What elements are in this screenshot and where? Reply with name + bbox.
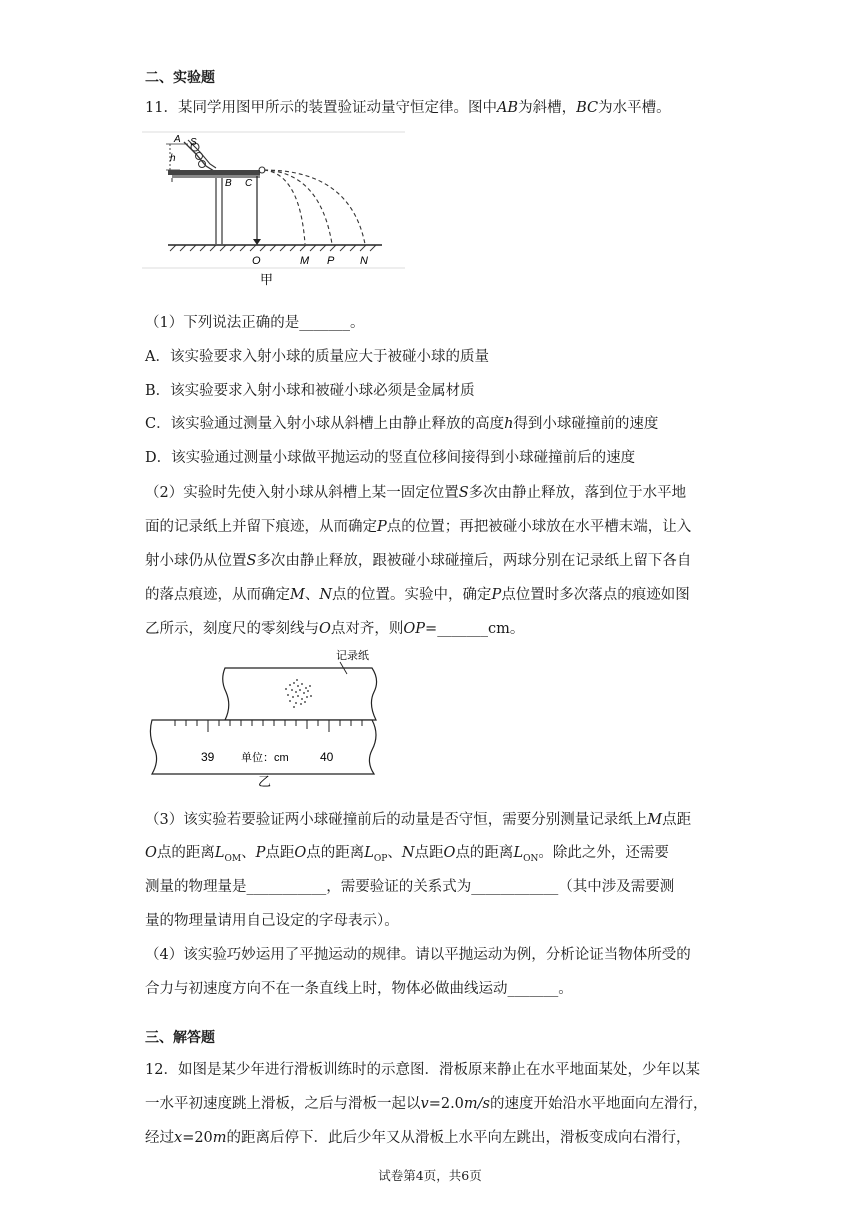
text: 的距离后停下．此后少年又从滑板上水平向左跳出，滑板变成向右滑行， — [226, 1130, 691, 1146]
symbol-bc: BC — [576, 100, 599, 116]
question-11-part-4-line-1: （4）该实验巧妙运用了平抛运动的规律。请以平抛运动为例，分析论证当物体所受的 — [145, 947, 691, 963]
label-c: C — [245, 178, 253, 189]
text: 一水平初速度跳上滑板，之后与滑板一起以 — [145, 1096, 421, 1112]
symbol-p: P — [377, 519, 387, 535]
option-c-text: C．该实验通过测量入射小球从斜槽上由静止释放的高度 — [145, 416, 505, 432]
subscript-on: ON — [523, 853, 539, 864]
label-s: S — [190, 137, 197, 148]
symbol-p: P — [255, 845, 266, 861]
text: 多次由静止释放，落到位于水平地 — [468, 485, 687, 501]
symbol-s: S — [458, 485, 469, 501]
option-c-text: 得到小球碰撞前的速度 — [513, 416, 659, 432]
option-c — [145, 412, 658, 433]
question-11-part-3-line-1 — [145, 808, 691, 829]
option-d: D．该实验通过测量小球做平抛运动的竖直位移间接得到小球碰撞前后的速度 — [145, 450, 636, 466]
symbol-l: L — [513, 845, 524, 861]
text: 点的位置；再把被碰小球放在水平槽末端，让入 — [386, 519, 692, 535]
question-11-part-3-line-3: 测量的物理量是___________，需要验证的关系式为____________（其中涉及需要测 — [145, 879, 675, 895]
symbol-s: S — [246, 553, 257, 569]
figure-caption-yi: 乙 — [258, 774, 272, 789]
symbol-m: M — [647, 812, 663, 828]
question-12-line-3 — [145, 1126, 691, 1147]
question-11-part-3-line-4: 量的物理量请用自己设定的字母表示）。 — [145, 913, 399, 929]
symbol-x: x — [174, 1130, 183, 1146]
text: 点对齐，则 — [330, 621, 404, 637]
stem-text: 为斜槽， — [518, 100, 577, 116]
text: （3）该实验若要验证两小球碰撞前后的动量是否守恒，需要分别测量记录纸上 — [145, 812, 648, 828]
question-11-part-2-line-1 — [145, 481, 686, 502]
symbol-o: O — [145, 845, 157, 861]
text: 的速度开始沿水平地面向左滑行， — [490, 1096, 708, 1112]
question-11-part-2-line-3 — [145, 549, 691, 570]
symbol-h: h — [504, 416, 514, 432]
section-heading-experiment: 二、实验题 — [145, 70, 215, 86]
symbol-ab: AB — [496, 100, 519, 116]
symbol-o: O — [294, 845, 307, 861]
text: 。除此之外，还需要 — [538, 845, 669, 861]
symbol-n: N — [319, 587, 333, 603]
text: 射小球仍从位置 — [145, 553, 247, 569]
symbol-o: O — [319, 621, 331, 637]
text: 多次由静止释放，跟被碰小球碰撞后，两球分别在记录纸上留下各自 — [256, 553, 692, 569]
stem-text: 11．某同学用图甲所示的装置验证动量守恒定律。图中 — [145, 100, 497, 116]
text: 点距 — [414, 845, 444, 861]
ruler-tick-39: 39 — [201, 750, 215, 764]
question-12-line-1: 12．如图是某少年进行滑板训练时的示意图．滑板原来静止在水平地面某处，少年以某 — [145, 1062, 700, 1078]
symbol-v: v — [420, 1096, 429, 1112]
label-b: B — [225, 178, 232, 189]
symbol-o: O — [443, 845, 456, 861]
label-m: M — [300, 255, 310, 267]
unit-ms: m/s — [463, 1096, 490, 1112]
label-a: A — [174, 134, 181, 145]
question-11-part-4-line-2: 合力与初速度方向不在一条直线上时，物体必做曲线运动_______。 — [145, 981, 573, 997]
question-11-stem — [145, 96, 671, 117]
subscript-op: OP — [373, 853, 388, 864]
text: （2）实验时先使入射小球从斜槽上某一固定位置 — [145, 485, 459, 501]
figure-jia-apparatus — [140, 126, 410, 290]
text: 面的记录纸上并留下痕迹，从而确定 — [145, 519, 377, 535]
symbol-p: P — [491, 587, 502, 603]
question-11-part-2-line-5 — [145, 617, 524, 638]
text: 乙所示，刻度尺的零刻线与 — [145, 621, 319, 637]
label-n: N — [360, 255, 368, 267]
section-heading-answer: 三、解答题 — [145, 1030, 215, 1046]
text: 点的距离 — [306, 845, 365, 861]
figure-yi-ruler — [140, 640, 390, 790]
text: 、 — [387, 845, 402, 861]
text: 、 — [241, 845, 256, 861]
text: 的落点痕迹，从而确定 — [145, 587, 290, 603]
figure-caption-jia: 甲 — [260, 272, 274, 287]
record-paper-label: 记录纸 — [336, 650, 369, 662]
text: =2.0 — [428, 1096, 464, 1112]
text: =_______cm。 — [425, 621, 525, 637]
unit-m: m — [212, 1130, 227, 1146]
label-h: h — [170, 153, 176, 164]
ruler-tick-40: 40 — [320, 750, 334, 764]
text: 点位置时多次落点的痕迹如图 — [501, 587, 690, 603]
text: 、 — [304, 587, 320, 603]
text: 点距 — [662, 812, 692, 828]
text: 点的位置。实验中，确定 — [332, 587, 492, 603]
text: =20 — [182, 1130, 213, 1146]
page-footer: 试卷第4页，共6页 — [378, 1168, 482, 1183]
question-11-part-2-line-4 — [145, 583, 690, 604]
question-11-part-1: （1）下列说法正确的是_______。 — [145, 315, 365, 331]
text: 点的距离 — [455, 845, 514, 861]
option-b: B．该实验要求入射小球和被碰小球必须是金属材质 — [145, 383, 475, 399]
question-12-line-2 — [145, 1092, 708, 1113]
symbol-m: M — [290, 587, 305, 603]
text: 点的距离 — [156, 845, 215, 861]
question-11-part-2-line-2 — [145, 515, 691, 536]
text: 点距 — [265, 845, 295, 861]
label-p: P — [327, 255, 335, 267]
stem-text: 为水平槽。 — [598, 100, 671, 116]
symbol-l: L — [214, 845, 225, 861]
question-11-part-3-line-2 — [145, 841, 669, 864]
symbol-l: L — [364, 845, 374, 861]
symbol-op: OP — [403, 621, 426, 637]
ruler-unit-label: 单位：cm — [241, 752, 289, 764]
label-o: O — [252, 255, 261, 267]
option-a: A．该实验要求入射小球的质量应大于被碰小球的质量 — [145, 349, 489, 365]
symbol-n: N — [401, 845, 415, 861]
text: 经过 — [145, 1130, 174, 1146]
subscript-om: OM — [224, 853, 242, 864]
